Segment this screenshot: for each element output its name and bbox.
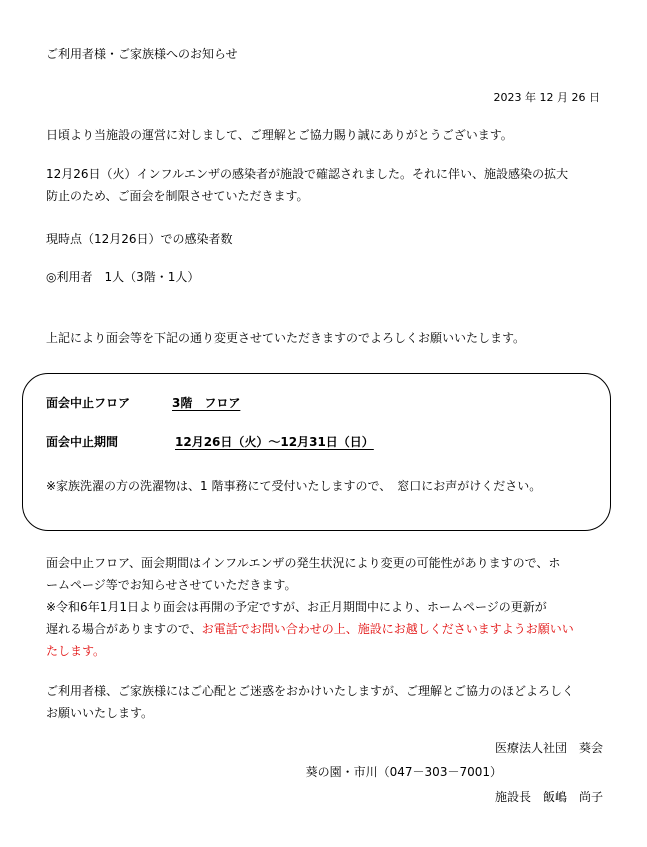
laundry-note: ※家族洗濯の方の洗濯物は、1 階事務にて受付いたしますので、 窓口にお声がけください。 bbox=[46, 479, 542, 493]
greeting-text: 日頃より当施設の運営に対しまして、ご理解とご協力賜り誠にありがとうございます。 bbox=[46, 128, 513, 142]
followup-line bbox=[46, 618, 574, 640]
phone-inquiry-emphasis-cont: たします。 bbox=[46, 644, 106, 658]
signature-organization: 医療法人社団 葵会 bbox=[494, 741, 603, 755]
followup-line: 面会中止フロア、面会期間はインフルエンザの発生状況により変更の可能性がありますので、ホ bbox=[46, 556, 561, 570]
floor-value: 3階 フロア bbox=[172, 396, 241, 410]
signature-director: 施設長 飯嶋 尚子 bbox=[494, 790, 603, 804]
followup-line: ※令和6年1月1日より面会は再開の予定ですが、お正月期間中により、ホームページの更新が bbox=[46, 600, 547, 614]
announcement-line: 12月26日（火）インフルエンザの感染者が施設で確認されました。それに伴い、施設感染の拡大 bbox=[46, 167, 569, 181]
followup-text: 遅れる場合がありますので、 bbox=[46, 622, 202, 636]
change-notice: 上記により面会等を下記の通り変更させていただきますのでよろしくお願いいたします。 bbox=[46, 331, 526, 345]
announcement-line: 防止のため、ご面会を制限させていただきます。 bbox=[46, 189, 309, 203]
current-status-label: 現時点（12月26日）での感染者数 bbox=[46, 232, 233, 246]
closing-line: ご利用者様、ご家族様にはご心配とご迷惑をおかけいたしますが、ご理解とご協力のほどよろしく bbox=[46, 684, 575, 698]
closing-line: お願いいたします。 bbox=[46, 706, 154, 720]
floor-label: 面会中止フロア bbox=[46, 396, 131, 410]
closing-paragraph bbox=[46, 680, 574, 724]
issue-date: 2023 年 12 月 26 日 bbox=[493, 91, 600, 104]
period-label: 面会中止期間 bbox=[46, 435, 119, 449]
announcement-paragraph bbox=[46, 163, 568, 207]
signature-facility: 葵の園・市川（047－303－7001） bbox=[305, 765, 502, 779]
notice-heading: ご利用者様・ご家族様へのお知らせ bbox=[46, 47, 238, 61]
followup-line: ームページ等でお知らせさせていただきます。 bbox=[46, 578, 297, 592]
period-value: 12月26日（火）～12月31日（日） bbox=[175, 435, 374, 449]
phone-inquiry-emphasis: お電話でお問い合わせの上、施設にお越しくださいますようお願いい bbox=[201, 622, 574, 636]
followup-paragraph bbox=[46, 552, 574, 662]
infected-count: ◎利用者 1人（3階・1人） bbox=[46, 270, 200, 284]
